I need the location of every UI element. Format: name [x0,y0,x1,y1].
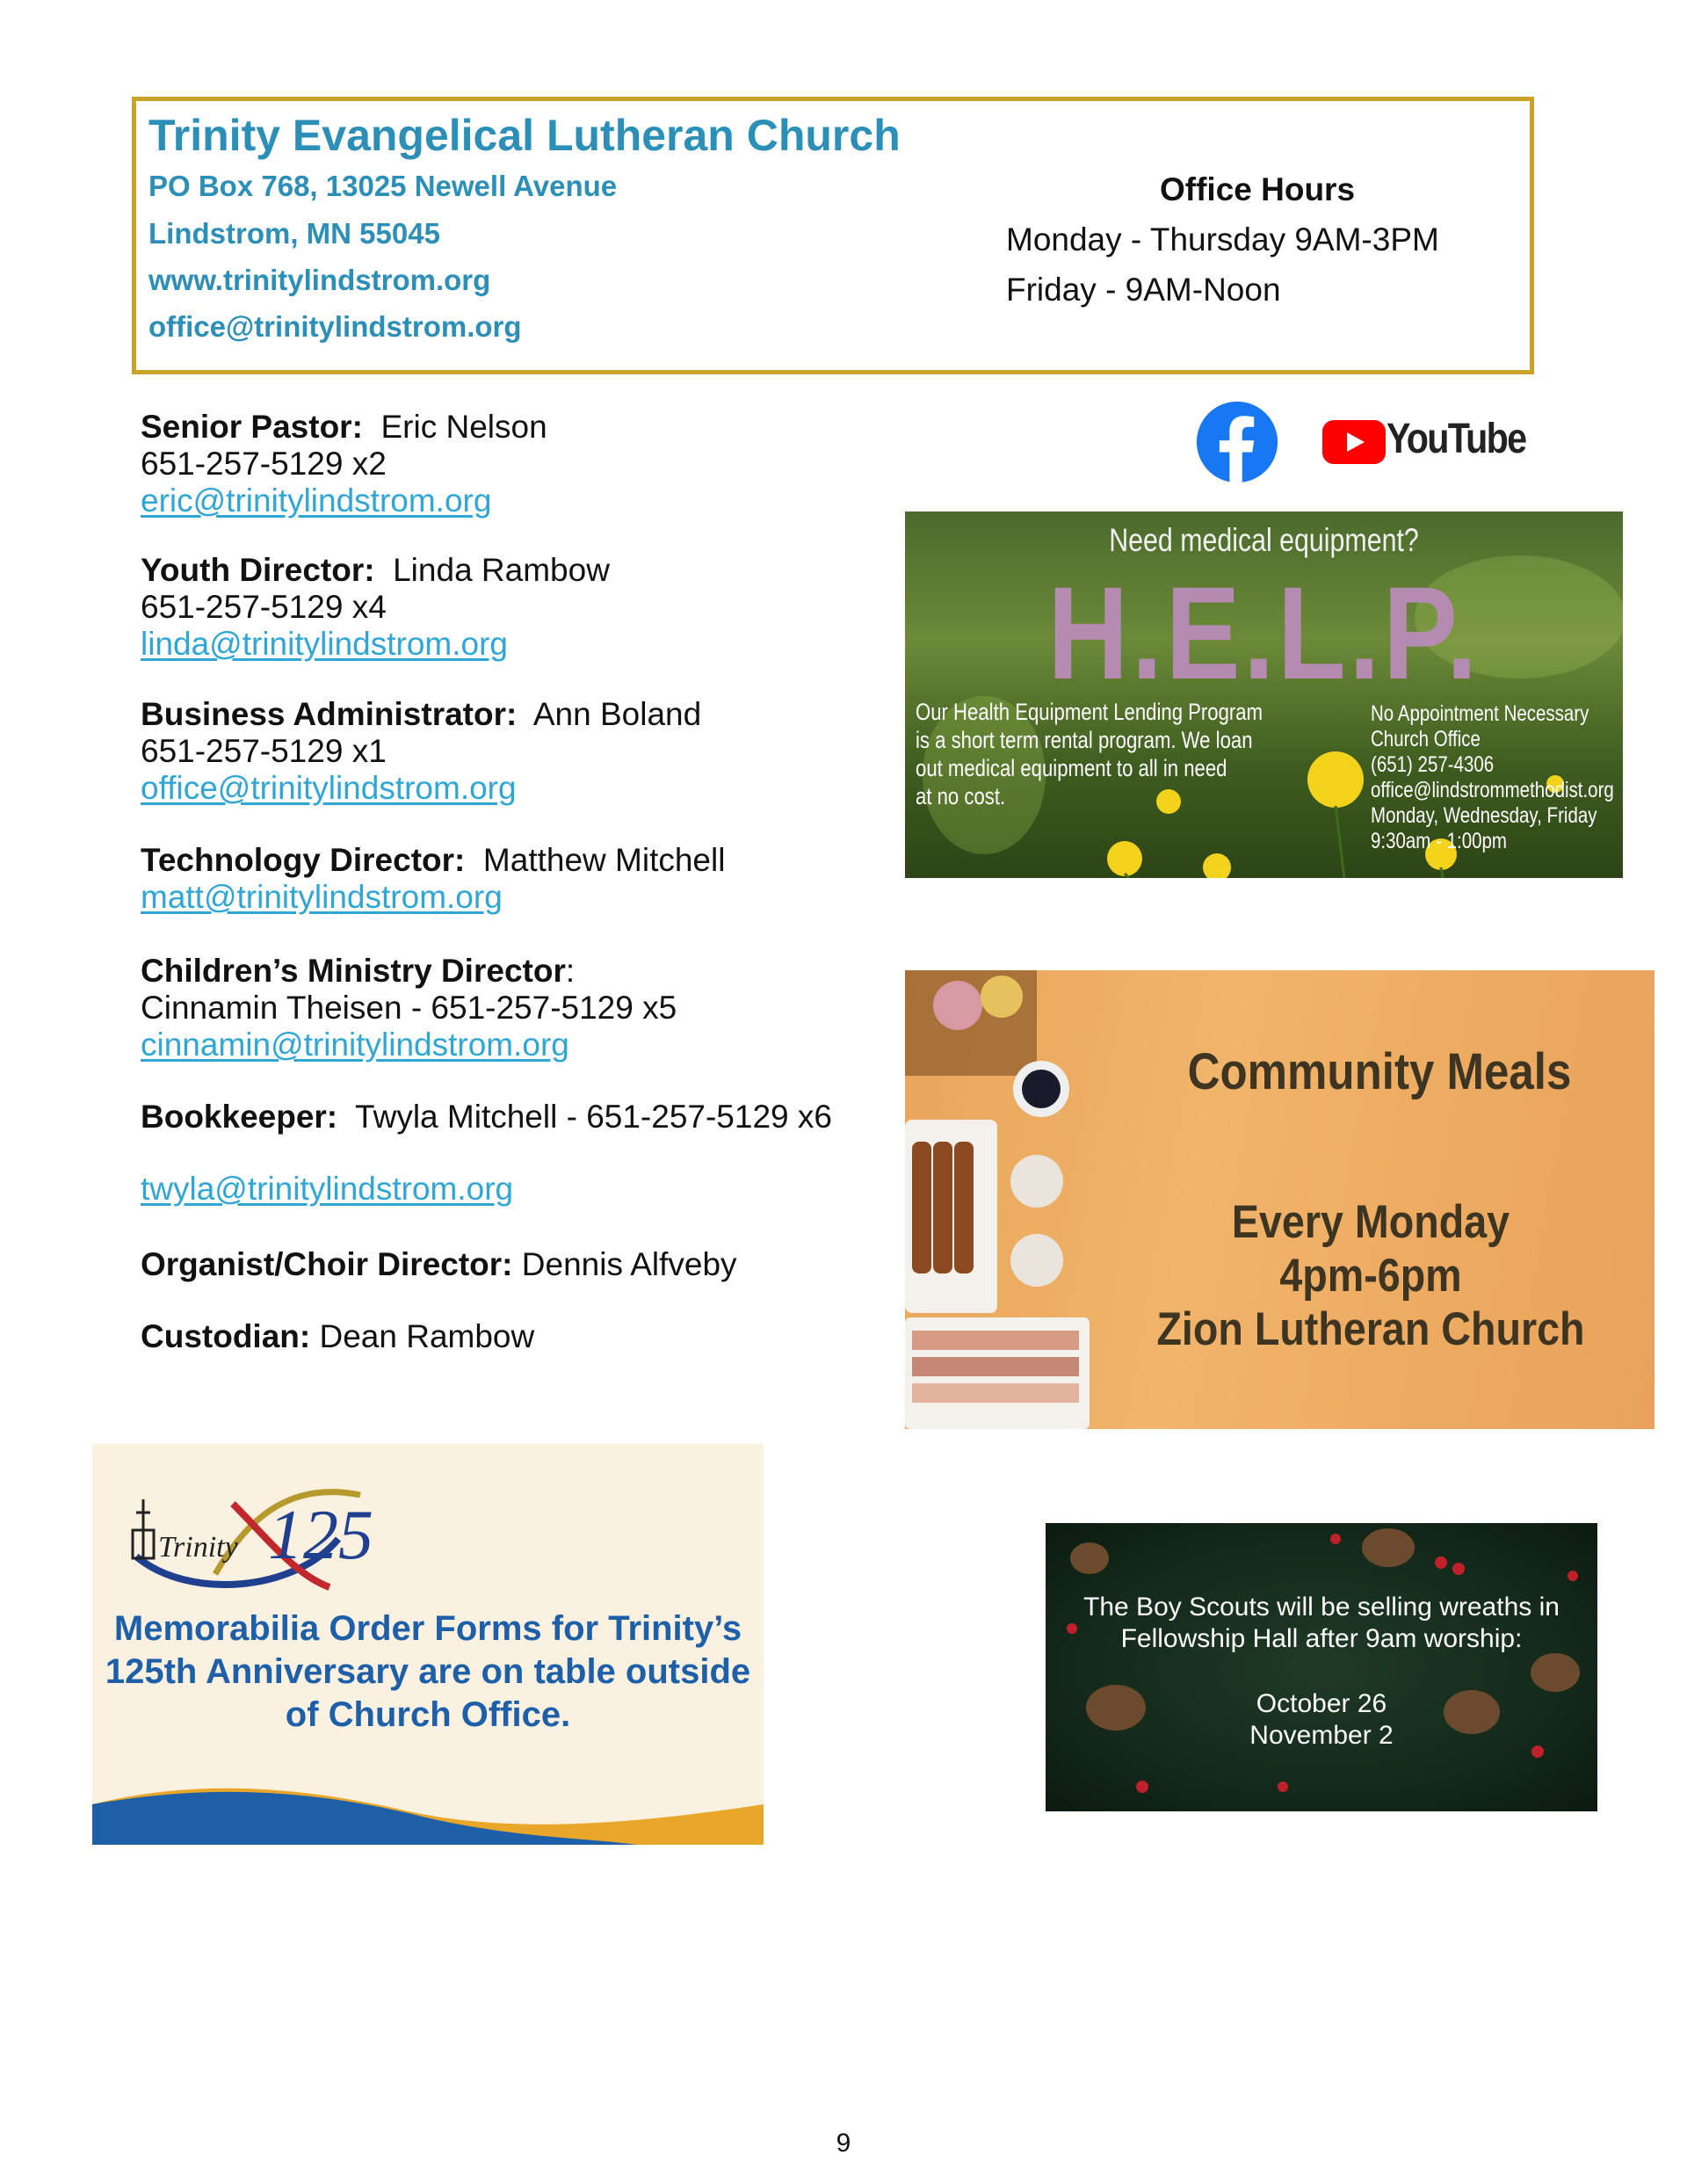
wreath-line: The Boy Scouts will be selling wreaths in [1083,1593,1560,1622]
help-info-line: (651) 257-4306 [1371,752,1495,777]
help-acronym: H.E.L.P. [1047,559,1481,707]
staff-title: Youth Director: [141,552,375,588]
staff-title: Children’s Ministry Director [141,953,566,989]
help-desc-line: is a short term rental program. We loan [916,727,1253,753]
help-contact-info [1371,701,1614,854]
staff-email-link[interactable]: twyla@trinitylindstrom.org [141,1171,514,1207]
church-header-box [132,97,1534,374]
trinity-125-logo [119,1460,409,1609]
organist-entry [141,1246,737,1283]
meals-location: Zion Lutheran Church [1156,1303,1585,1355]
facebook-icon[interactable] [1195,400,1279,484]
staff-name: Dennis Alfveby [521,1246,737,1282]
help-desc-line: at no cost. [916,783,1006,809]
staff-email-link[interactable]: cinnamin@trinitylindstrom.org [141,1027,569,1063]
staff-name: Matthew Mitchell [482,842,726,878]
staff-name-phone: Cinnamin Theisen - 651-257-5129 x5 [141,990,677,1026]
staff-email-link[interactable]: office@trinitylindstrom.org [141,770,517,806]
youtube-icon[interactable] [1322,420,1386,464]
staff-phone: 651-257-5129 x1 [141,733,387,769]
business-admin-entry [141,696,701,807]
help-info-line: No Appointment Necessary [1371,701,1589,726]
address-line-1: PO Box 768, 13025 Newell Avenue [148,170,618,202]
community-meals-banner [905,970,1654,1429]
staff-title: Business Administrator: [141,696,518,732]
logo-number: 125 [268,1497,373,1574]
website-link[interactable]: www.trinitylindstrom.org [148,264,491,296]
staff-email-link[interactable]: linda@trinitylindstrom.org [141,626,508,662]
logo-word: Trinity [158,1531,238,1564]
youth-director-entry [141,552,610,663]
childrens-director-entry [141,953,677,1063]
help-banner [905,512,1623,878]
pine-background [1046,1523,1597,1811]
wreath-date: November 2 [1249,1721,1394,1750]
staff-title-colon: : [565,953,576,989]
anniversary-line: 125th Anniversary are on table outside [105,1652,751,1691]
meals-day: Every Monday [1231,1196,1510,1248]
staff-email-link[interactable]: eric@trinitylindstrom.org [141,483,492,519]
help-desc-line: out medical equipment to all in need [916,755,1227,781]
bookkeeper-entry [141,1099,832,1208]
office-hours-friday: Friday - 9AM-Noon [1006,272,1281,308]
office-email-link[interactable]: office@trinitylindstrom.org [148,310,522,343]
help-question: Need medical equipment? [1109,522,1419,558]
wreath-date: October 26 [1256,1689,1387,1718]
wave-decoration [92,1778,764,1845]
staff-phone: 651-257-5129 x4 [141,589,387,625]
staff-name-phone: Twyla Mitchell - 651-257-5129 x6 [355,1099,832,1135]
help-desc-line: Our Health Equipment Lending Program [916,699,1263,725]
staff-email-link[interactable]: matt@trinitylindstrom.org [141,879,503,915]
staff-name: Eric Nelson [380,409,547,445]
wreath-line: Fellowship Hall after 9am worship: [1120,1624,1523,1653]
anniversary-line: Memorabilia Order Forms for Trinity’s [113,1609,742,1648]
wreath-sale-banner [1046,1523,1597,1811]
office-hours-weekdays: Monday - Thursday 9AM-3PM [1006,221,1439,258]
staff-title: Bookkeeper: [141,1099,338,1135]
staff-title: Organist/Choir Director: [141,1246,513,1282]
youtube-wordmark[interactable]: YouTube [1387,416,1526,462]
staff-phone: 651-257-5129 x2 [141,446,387,482]
staff-name: Linda Rambow [393,552,610,588]
staff-name: Dean Rambow [319,1318,535,1354]
page-number: 9 [836,2129,851,2158]
custodian-entry [141,1318,534,1355]
help-info-line: office@lindstrommethodist.org [1371,778,1614,802]
meals-title: Community Meals [1187,1043,1572,1100]
address-line-2: Lindstrom, MN 55045 [148,217,440,250]
help-description [916,698,1263,810]
anniversary-line: of Church Office. [285,1695,571,1734]
help-info-line: Monday, Wednesday, Friday [1371,803,1597,828]
help-info-line: 9:30am - 1:00pm [1371,829,1507,853]
help-info-line: Church Office [1371,727,1481,751]
anniversary-banner [92,1444,764,1845]
senior-pastor-entry [141,409,547,519]
meals-time: 4pm-6pm [1279,1250,1462,1302]
office-hours-title: Office Hours [1160,171,1356,207]
staff-name: Ann Boland [532,696,702,732]
tech-director-entry [141,842,725,916]
church-name: Trinity Evangelical Lutheran Church [148,111,901,160]
staff-title: Senior Pastor: [141,409,363,445]
staff-title: Custodian: [141,1318,311,1354]
staff-title: Technology Director: [141,842,466,878]
